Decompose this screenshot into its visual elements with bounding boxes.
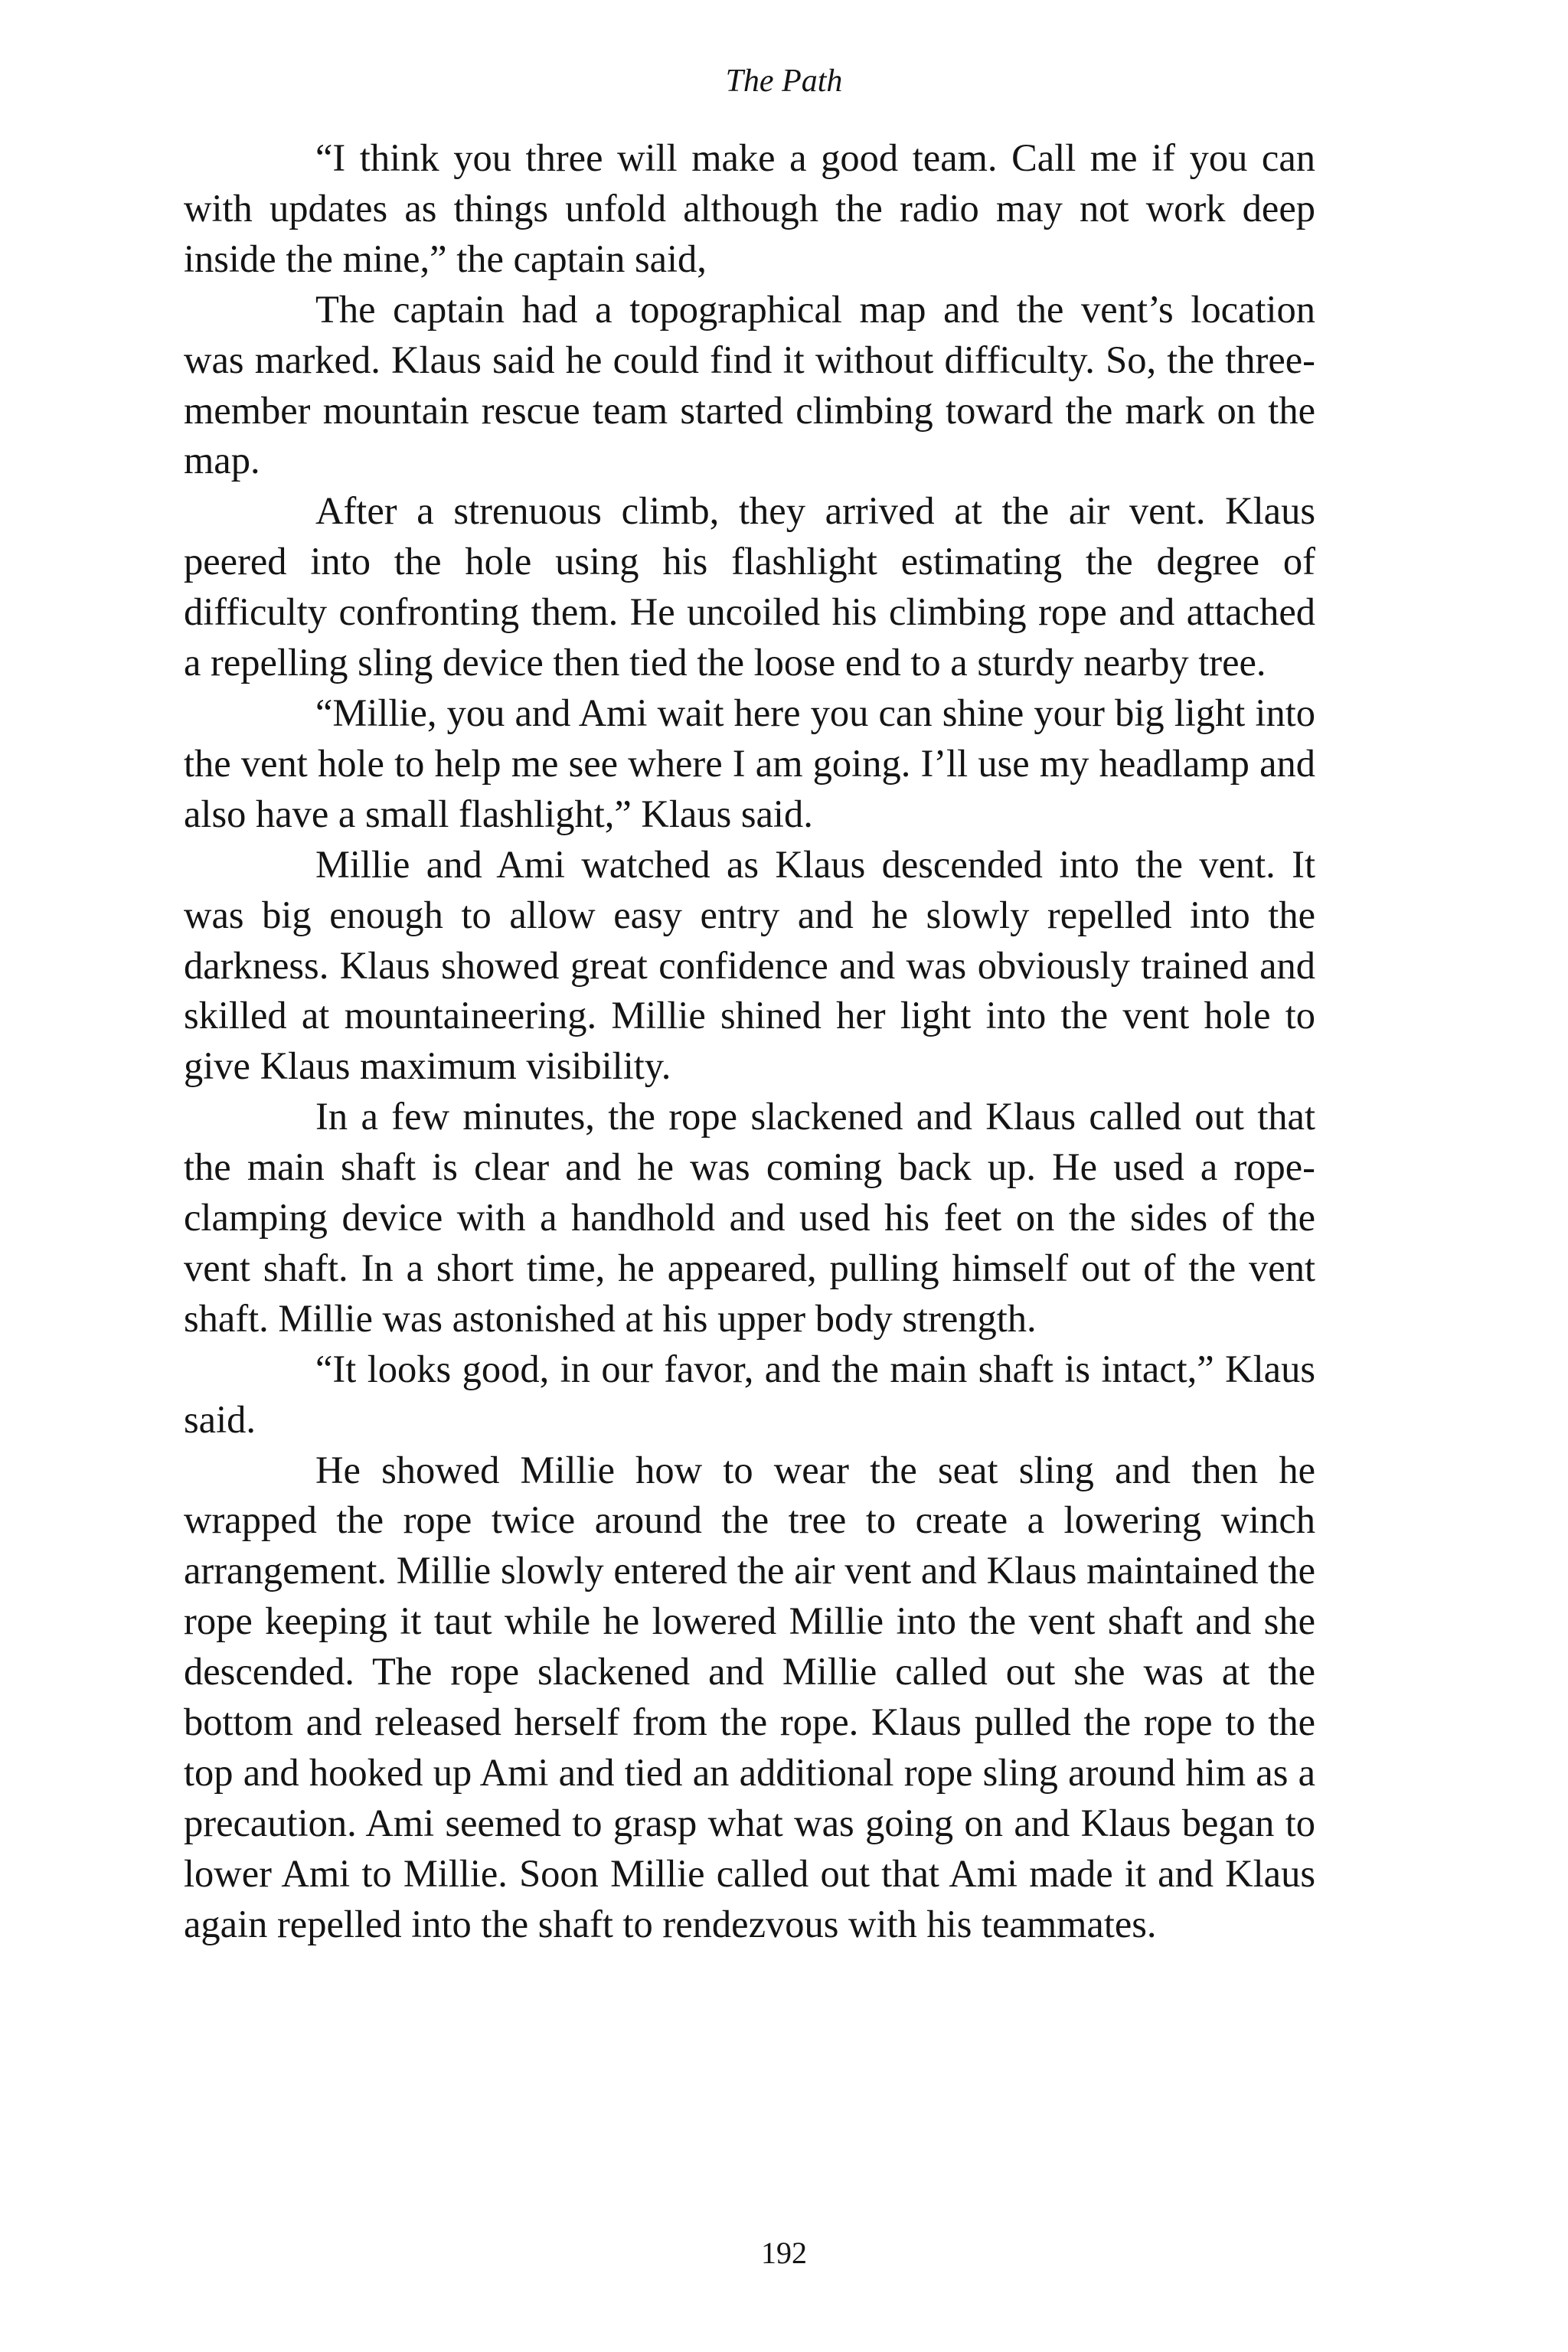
paragraph-7: “It looks good, in our favor, and the main shaft is intact,” Klaus said.: [184, 1347, 1315, 1441]
paragraph-3: After a strenuous climb, they arrived at the air vent. Klaus peered into the hole using his flashlight estimating the degree of difficulty confronting them. He uncoiled his climbing rope and attached a repelling sling device then tied the loose end to a sturdy nearby tree.: [184, 489, 1315, 684]
paragraph-8: He showed Millie how to wear the seat sling and then he wrapped the rope twice around the tree to create a lowering winch arrangement. Millie slowly entered the air vent and Klaus maintained the rope keeping it taut while he lowered Millie into the vent shaft and she descended. The rope slackened and Millie called out she was at the bottom and released herself from the rope. Klaus pulled the rope to the top and hooked up Ami and tied an additional rope sling around him as a precaution. Ami seemed to grasp what was going on and Klaus began to lower Ami to Millie. Soon Millie called out that Ami made it and Klaus again repelled into the shaft to rendezvous with his teammates.: [184, 1448, 1315, 1945]
running-header: The Path: [725, 64, 843, 99]
paragraph-2: The captain had a topographical map and the vent’s location was marked. Klaus said he could find it without difficulty. So, the three-member mountain rescue team started climbing toward the mark on the map.: [184, 287, 1315, 482]
paragraph-1: “I think you three will make a good team. Call me if you can with updates as things unfold although the radio may not work deep inside the mine,” the captain said,: [184, 136, 1315, 280]
page-number: 192: [761, 2236, 807, 2270]
paragraph-5: Millie and Ami watched as Klaus descended into the vent. It was big enough to allow easy entry and he slowly repelled into the darkness. Klaus showed great confidence and was obviously trained and skilled at mountaineering. Millie shined her light into the vent hole to give Klaus maximum visibility.: [184, 842, 1315, 1088]
body-text: [184, 133, 1315, 1950]
paragraph-4: “Millie, you and Ami wait here you can shine your big light into the vent hole to help me see where I am going. I’ll use my headlamp and also have a small flashlight,” Klaus said.: [184, 691, 1315, 835]
paragraph-6: In a few minutes, the rope slackened and Klaus called out that the main shaft is clear and he was coming back up. He used a rope-clamping device with a handhold and used his feet on the sides of the vent shaft. In a short time, he appeared, pulling himself out of the vent shaft. Millie was astonished at his upper body strength.: [184, 1095, 1315, 1340]
